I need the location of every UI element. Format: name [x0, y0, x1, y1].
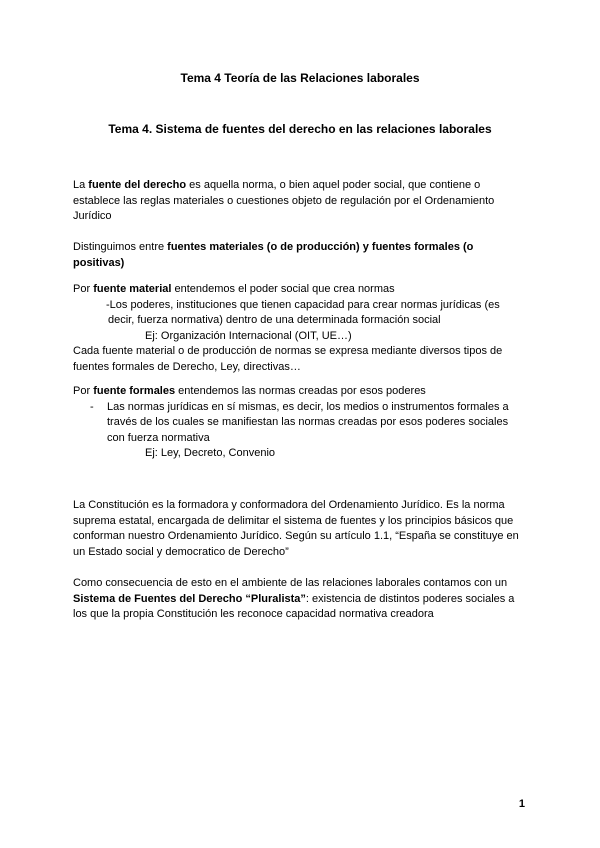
paragraph-fuente-material: [73, 282, 502, 376]
bold-term: positivas): [73, 256, 125, 269]
paragraph-line: establece las reglas materiales o cuestiones objeto de regulación por el Ordenamiento: [73, 194, 495, 207]
paragraph-line: Sistema de Fuentes del Derecho “Pluralista”: existencia de distintos poderes sociales a: [73, 592, 515, 605]
paragraph-line: Como consecuencia de esto en el ambiente de las relaciones laborales contamos con un: [73, 577, 508, 589]
bold-term: fuente del derecho: [88, 179, 187, 191]
bold-term: fuente formales: [93, 385, 176, 397]
paragraph-line: un Estado social y democratico de Derecho”: [73, 545, 289, 558]
bold-term: fuente material: [93, 283, 172, 295]
bold-term: Sistema de Fuentes del Derecho “Pluralista”: [73, 592, 306, 605]
paragraph-line: Jurídico: [73, 210, 112, 223]
paragraph-line: Cada fuente material o de producción de normas se expresa mediante diversos tipos de: [73, 345, 503, 358]
paragraph-line: conforman nuestro Ordenamiento Jurídico. Según su artículo 1.1, “España se constituye en: [73, 530, 519, 543]
paragraph-line: La Constitución es la formadora y conformadora del Ordenamiento Jurídico. Es la norma: [73, 499, 505, 511]
document-subtitle: Tema 4. Sistema de fuentes del derecho en las relaciones laborales: [108, 122, 492, 136]
paragraph-line: [73, 256, 473, 272]
example-line: Ej: Organización Internacional (OIT, UE…): [145, 329, 352, 342]
paragraph-line: Por fuente material entendemos el poder social que crea normas: [73, 283, 395, 295]
paragraph-fuente-formales: [73, 384, 509, 462]
list-item-line: Las normas jurídicas en sí mismas, es decir, los medios o instrumentos formales a: [107, 400, 509, 413]
example-line: Ej: Ley, Decreto, Convenio: [145, 447, 276, 460]
paragraph-line: Por fuente formales entendemos las normas creadas por esos poderes: [73, 385, 426, 397]
list-item-line: través de los cuales se manifiestan las normas creadas por esos poderes sociales: [107, 416, 509, 429]
paragraph-line: suprema estatal, encargada de delimitar el sistema de fuentes y los principios básicos que: [73, 514, 514, 527]
paragraph-line: La fuente del derecho es aquella norma, o bien aquel poder social, que contiene o: [73, 179, 481, 191]
paragraph-constitucion: [73, 498, 519, 560]
list-bullet-dash: -: [90, 400, 94, 413]
list-item-line: con fuerza normativa: [107, 431, 210, 444]
paragraph-line: fuentes formales de Derecho, Ley, directivas…: [73, 360, 301, 373]
paragraph-line: -Los poderes, instituciones que tienen capacidad para crear normas jurídicas (es: [106, 298, 500, 311]
paragraph-line: los que la propia Constitución les reconoce capacidad normativa creadora: [73, 608, 434, 621]
paragraph-pluralista: [73, 576, 514, 623]
page-number: 1: [518, 798, 525, 810]
paragraph-fuente-del-derecho: [73, 178, 494, 225]
bold-term: fuentes materiales (o de producción) y fuentes formales (o: [167, 241, 474, 253]
paragraph-distinguimos: [73, 240, 473, 271]
document-title: Tema 4 Teoría de las Relaciones laborales: [180, 71, 420, 85]
paragraph-line: Distinguimos entre fuentes materiales (o de producción) y fuentes formales (o: [73, 241, 474, 253]
paragraph-line: decir, fuerza normativa) dentro de una determinada formación social: [108, 314, 441, 327]
